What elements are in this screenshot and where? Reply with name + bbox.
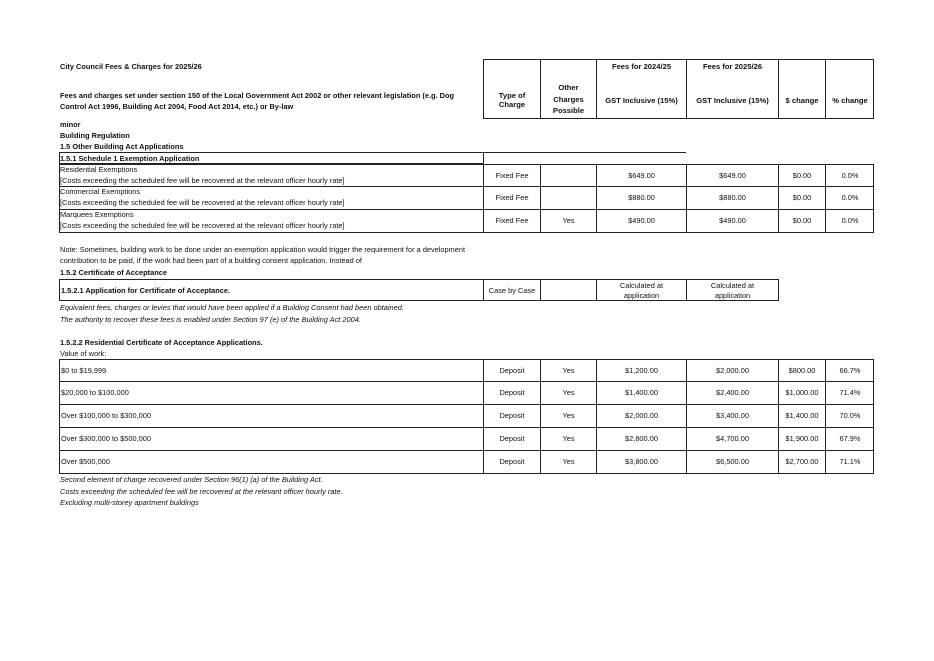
other-charges-header: Other Charges Possible [552,82,585,116]
prev-fee-cell: $1,400.00 [625,388,658,398]
other-cell: Yes [562,411,575,421]
table-row: Over $500,000 [61,457,110,467]
section-1-5: 1.5 Other Building Act Applications [60,142,184,151]
pct-change-cell: 0.0% [841,193,859,203]
exemption-note: [Costs exceeding the scheduled fee will be recovered at the relevant officer hourly rate] [60,197,345,207]
curr-fee-cell: $649.00 [719,170,746,180]
pct-change-cell: 71.1% [839,457,861,467]
other-cell: Yes [562,388,575,398]
fees-curr-header: Fees for 2025/26 [702,62,763,72]
footer-note-3: Excluding multi-storey apartment buildings [60,498,199,507]
table-row [60,210,480,231]
section-1-5-2: 1.5.2 Certificate of Acceptance [60,268,167,277]
other-cell: Yes [562,457,575,467]
prev-fee-cell: $2,000.00 [625,411,658,421]
pct-change-cell: 67.9% [839,434,861,444]
fees-prev-header: Fees for 2024/25 [611,62,672,72]
gst-prev-header: GST Inclusive (15%) [605,96,678,106]
type-cell: Deposit [499,457,525,467]
table-row: Over $100,000 to $300,000 [61,411,151,421]
prev-fee-cell: $3,800.00 [625,457,658,467]
exemption-name: Residential Exemptions [60,165,138,174]
type-cell: Deposit [499,411,525,421]
curr-fee-cell: $2,400.00 [716,388,749,398]
type-cell: Deposit [499,388,525,398]
pct-change-cell: 0.0% [841,170,859,180]
label-minor: minor [60,120,81,129]
type-cell: Case by Case [488,285,536,295]
curr-fee-cell: $6,500.00 [716,457,749,467]
other-cell [541,187,596,209]
footer-note-2: Costs exceeding the scheduled fee will be recovered at the relevant officer hourly rate. [60,487,343,496]
page-title: City Council Fees & Charges for 2025/26 [60,62,202,71]
prev-fee-cell: Calculated at application [619,281,664,300]
type-of-charge-header: Type of Charge [498,90,526,109]
curr-fee-cell: $3,400.00 [716,411,749,421]
value-of-work-label: Value of work: [60,349,107,358]
type-cell: Fixed Fee [495,170,529,180]
section-1-5-1: 1.5.1 Schedule 1 Exemption Application [60,154,200,163]
dollar-change-cell: $2,700.00 [785,457,819,467]
other-cell [541,165,596,186]
prev-fee-cell: $2,800.00 [625,434,658,444]
section-1-5-2-2: 1.5.2.2 Residential Certificate of Acceptance Applications. [60,338,263,347]
gst-curr-header: GST Inclusive (15%) [696,96,769,106]
curr-fee-cell: $2,000.00 [716,365,749,375]
table-row [60,165,480,186]
certificate-note-1: Equivalent fees, charges or levies that would have been applied if a Building Consent had been obtained. [60,303,404,312]
dollar-change-cell: $0.00 [792,193,812,203]
pct-change-cell: 71.4% [839,388,861,398]
dollar-change-cell: $0.00 [792,170,812,180]
other-cell: Yes [562,434,575,444]
other-cell: Yes [562,216,575,226]
table-row: Over $300,000 to $500,000 [61,434,151,444]
dollar-change-cell: $1,900.00 [785,434,819,444]
curr-fee-cell: $490.00 [719,216,746,226]
exemption-note: [Costs exceeding the scheduled fee will be recovered at the relevant officer hourly rate] [60,175,345,185]
pct-change-cell: 0.0% [841,216,859,226]
exemption-note: [Costs exceeding the scheduled fee will be recovered at the relevant officer hourly rate] [60,220,345,230]
type-cell: Fixed Fee [495,193,529,203]
table-row [60,187,480,208]
dollar-change-cell: $1,400.00 [785,411,819,421]
prev-fee-cell: $490.00 [628,216,655,226]
certificate-name: 1.5.2.1 Application for Certificate of Acceptance. [61,285,231,295]
certificate-note-2: The authority to recover these fees is enabled under Section 97 (e) of the Building Act 2004. [60,315,361,324]
exemption-note-text: Note: Sometimes, building work to be done under an exemption application would trigger the requirement for a development contribution to be paid, if the work had been part of a building consent application. Instead of [60,245,466,266]
curr-fee-cell: $4,700.00 [716,434,749,444]
exemption-name: Commercial Exemptions [60,187,141,196]
pct-change-cell: 70.0% [839,411,861,421]
prev-fee-cell: $1,200.00 [625,365,658,375]
prev-fee-cell: $649.00 [628,170,655,180]
curr-fee-cell: Calculated at application [710,281,755,300]
pct-change-header: % change [832,96,868,106]
exemption-name: Marquees Exemptions [60,210,134,219]
dollar-change-cell: $800.00 [788,365,816,375]
footer-note-1: Second element of charge recovered under Section 96(1) (a) of the Building Act. [60,475,323,484]
curr-fee-cell: $880.00 [719,193,746,203]
dollar-change-header: $ change [785,96,819,106]
dollar-change-cell: $0.00 [792,216,812,226]
table-row: $0 to $19,999 [61,365,107,375]
type-cell: Deposit [499,434,525,444]
dollar-change-cell: $1,000.00 [785,388,819,398]
type-cell: Deposit [499,365,525,375]
pct-change-cell: 66.7% [839,365,861,375]
label-building-regulation: Building Regulation [60,131,130,140]
type-cell: Fixed Fee [495,216,529,226]
other-cell: Yes [562,365,575,375]
table-row: $20,000 to $100,000 [61,388,129,398]
intro-text: Fees and charges set under section 150 of the Local Government Act 2002 or other relevant legislation (e.g. Dog Control Act 1996, Building Act 2004, Food Act 2014, etc.) or By-law [60,91,455,112]
prev-fee-cell: $880.00 [628,193,655,203]
